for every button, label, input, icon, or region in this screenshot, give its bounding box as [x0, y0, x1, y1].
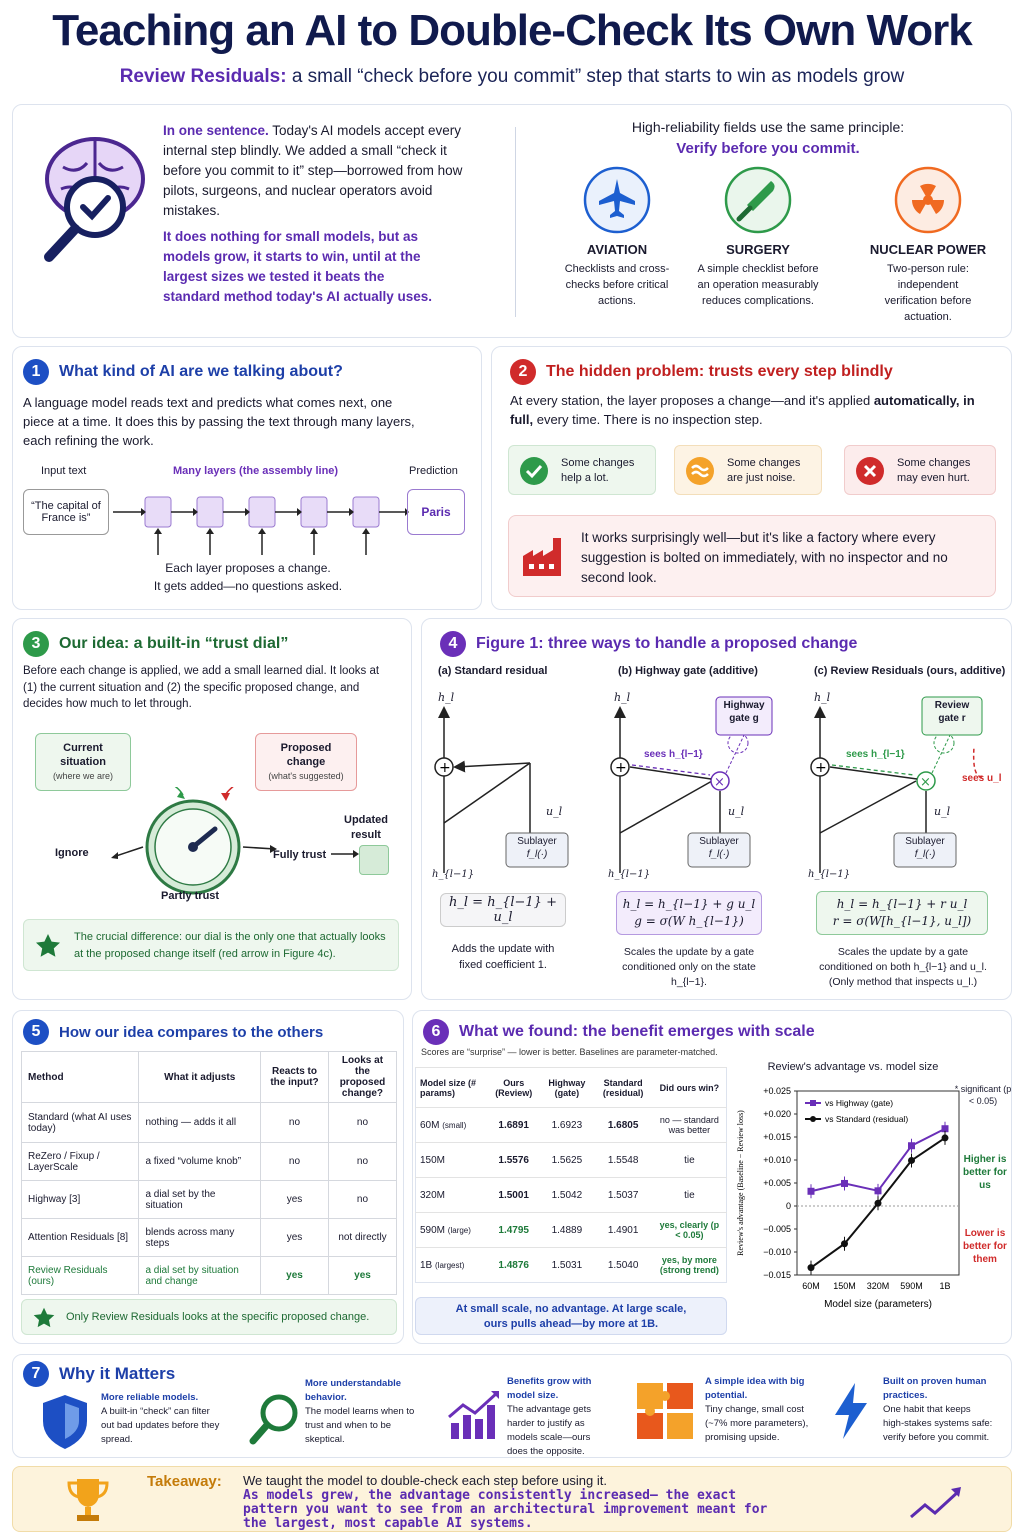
- section-title: The hidden problem: trusts every step blindly: [546, 363, 893, 380]
- section-title: How our idea compares to the others: [59, 1023, 324, 1041]
- field-name: AVIATION: [586, 242, 648, 257]
- puzzle-icon: [633, 1379, 697, 1443]
- y-tick-label: +0.015: [763, 1132, 791, 1142]
- table-row-ours: Review Residuals (ours) a dial set by situation and change yes yes: [22, 1257, 397, 1295]
- change-card-good: [508, 445, 656, 495]
- comparison-table: Method What it adjusts Reacts to the input? Looks at the proposed change? Standard (what AI uses today) nothing — adds it all no no ReZero / Fixup / LayerScale a fixed “volume knob” no no Highway [3] a dial set by the situation yes no Attention Residuals [8] blends across many steps yes not directly Review Residuals (ours) a dial set by situation and change yes yes: [21, 1051, 397, 1295]
- caption-b: Scales the update by a gate conditioned only on the state h_{l−1}.: [622, 946, 756, 988]
- trend-up-icon: [907, 1483, 967, 1523]
- data-point: [908, 1142, 915, 1149]
- star-icon: [34, 932, 62, 960]
- caption-2: It gets added—no questions asked.: [153, 579, 343, 593]
- section-title: What we found: the benefit emerges with scale: [459, 1023, 815, 1040]
- takeaway-label: Takeaway:: [147, 1473, 222, 1490]
- sees-u-label: sees u_l: [962, 773, 1002, 784]
- x-tick-label: 320M: [866, 1281, 890, 1291]
- partly-trust-label: Partly trust: [161, 890, 220, 902]
- factory-callout: [508, 515, 996, 597]
- x-tick-label: 590M: [900, 1281, 923, 1291]
- equation-a: h_l = h_{l−1} + u_l: [440, 893, 566, 927]
- hlm1-label: h_{l−1}: [808, 869, 851, 880]
- table-row: 1B (largest) 1.4876 1.5031 1.5040 yes, by more (strong trend): [416, 1248, 727, 1283]
- table-row: 320M 1.5001 1.5042 1.5037 tie: [416, 1178, 727, 1213]
- y-tick-label: +0.025: [763, 1086, 791, 1096]
- section-number: 5: [23, 1019, 49, 1045]
- proposed-change-box: Proposed change (what's suggested): [255, 733, 357, 791]
- section-5-panel: [12, 1010, 404, 1344]
- higher-better-note: Higher is better for us: [963, 1154, 1007, 1191]
- table-row: 60M (small) 1.6891 1.6923 1.6805 no — standard was better: [416, 1108, 727, 1143]
- field-surgery: [678, 165, 838, 309]
- matter-item: Built on proven human practices. One habit that keeps high-stakes systems safe: verify before you commit.: [883, 1376, 993, 1443]
- intro-emphasis: It does nothing for small models, but as models grow, it starts to win, until at the largest sizes we tested it beats the standard method today's AI actually uses.: [163, 229, 433, 304]
- takeaway-line-1: We taught the model to double-check each step before using it.: [243, 1473, 607, 1488]
- brain-magnifier-icon: [33, 127, 153, 267]
- lower-better-note: Lower is better for them: [963, 1228, 1007, 1265]
- section-number: 1: [23, 359, 49, 385]
- fully-trust-label: Fully trust: [273, 849, 327, 861]
- section-body: At every station, the layer proposes a change—and it's applied automatically, in full, every time. There is no inspection step.: [510, 393, 975, 427]
- sublayer-box: Sublayer f_l(·): [517, 836, 557, 860]
- table-row: Standard (what AI uses today) nothing — adds it all no no: [22, 1103, 397, 1143]
- field-desc: Two-person rule: independent verification before actuation.: [884, 263, 972, 323]
- section-title: What kind of AI are we talking about?: [59, 363, 343, 380]
- legend-label: vs Standard (residual): [825, 1114, 909, 1124]
- data-point: [808, 1188, 815, 1195]
- factory-icon: [521, 534, 567, 578]
- hl-label: h_l: [438, 691, 455, 704]
- table-row: 150M 1.5576 1.5625 1.5548 tie: [416, 1143, 727, 1178]
- sublayer-box: Sublayer f_l(·): [699, 836, 739, 860]
- legend-label: vs Highway (gate): [825, 1098, 894, 1108]
- layer-arrows: [109, 527, 409, 557]
- section-4-panel: [421, 618, 1012, 1000]
- page-subtitle: [0, 66, 1024, 88]
- legend-marker: [810, 1116, 816, 1122]
- equation-b: h_l = h_{l−1} + g u_l g = σ(W h_{l−1}): [616, 891, 762, 935]
- table-row: ReZero / Fixup / LayerScale a fixed “volume knob” no no: [22, 1143, 397, 1181]
- input-text-box: “The capital of France is”: [23, 489, 109, 535]
- svg-text:×: ×: [714, 775, 725, 790]
- section-7-panel: [12, 1354, 1012, 1458]
- scores-note: Scores are “surprise” — lower is better. Baselines are parameter-matched.: [421, 1047, 718, 1057]
- hlm1-label: h_{l−1}: [608, 869, 651, 880]
- card-text: Some changes help a lot.: [561, 457, 635, 484]
- panel-a-label: (a) Standard residual: [438, 665, 548, 677]
- results-table: Model size (# params) Ours (Review) Highway (gate) Standard (residual) Did ours win? 60M (small) 1.6891 1.6923 1.6805 no — standard was better 150M 1.5576 1.5625 1.5548 tie 320M 1.5001 1.5042 1.5037 tie 590M (large) 1.4795 1.4889 1.4901 yes, clearly (p < 0.05) 1B (largest) 1.4876 1.5031 1.5040 yes, by more (strong trend): [415, 1067, 727, 1283]
- y-tick-label: −0.015: [763, 1270, 791, 1280]
- panel-b-label: (b) Highway gate (additive): [618, 665, 758, 677]
- star-icon: [32, 1306, 56, 1330]
- current-situation-box: Current situation (where we are): [35, 733, 131, 791]
- data-point: [841, 1240, 848, 1247]
- data-point: [808, 1264, 815, 1271]
- table-row: Highway [3] a dial set by the situation yes no: [22, 1181, 397, 1219]
- field-desc: A simple checklist before an operation measurably reduces complications.: [697, 263, 819, 307]
- trophy-icon: [63, 1475, 113, 1525]
- section-body: Before each change is applied, we add a small learned dial. It looks at (1) the current situation and (2) the specific proposed change, and decides how much to let through.: [23, 665, 380, 710]
- prediction-label: Prediction: [409, 465, 458, 477]
- takeaway-line-2: As models grew, the advantage consistently increased— the exact pattern you want to see from an architectural improvement meant for the largest, most capable AI systems.: [243, 1488, 768, 1531]
- subtitle-rest: a small “check before you commit” step that starts to win as models grow: [291, 66, 905, 87]
- subtitle-lead: Review Residuals:: [119, 66, 287, 87]
- section-2-panel: [491, 346, 1012, 610]
- page-title: Teaching an AI to Double-Check Its Own Work: [52, 6, 972, 55]
- intro-body: Today's AI models accept every internal step blindly. We added a small “check it before you commit to it” step—borrowed from how pilots, surgeons, and nuclear operators avoid mistakes.: [163, 123, 463, 218]
- change-card-bad: [844, 445, 996, 495]
- field-nuclear: [843, 165, 1013, 325]
- wave-icon: [685, 456, 715, 486]
- sublayer-box: Sublayer f_l(·): [905, 836, 945, 860]
- svg-text:+: +: [815, 760, 827, 776]
- significance-note: * significant (p < 0.05): [954, 1084, 1012, 1106]
- caption-c: Scales the update by a gate conditioned on both h_{l−1} and u_l. (Only method that inspects u_l.): [819, 946, 987, 988]
- svg-text:×: ×: [920, 775, 931, 790]
- comparison-note: Only Review Residuals looks at the specific proposed change.: [21, 1299, 397, 1335]
- takeaway-banner: [12, 1466, 1012, 1532]
- lightning-icon: [831, 1381, 871, 1441]
- section-body: A language model reads text and predicts what comes next, one piece at a time. It does this by passing the text through many layers, each refining the work.: [23, 395, 415, 448]
- field-name: SURGERY: [726, 242, 790, 257]
- fields-heading: High-reliability fields use the same principle:: [631, 119, 905, 135]
- section-number: 6: [423, 1019, 449, 1045]
- fields-motto: Verify before you commit.: [676, 140, 860, 157]
- matter-item: More understandable behavior. The model learns when to trust and when to be skeptical.: [305, 1378, 415, 1445]
- y-tick-label: +0.010: [763, 1155, 791, 1165]
- data-point: [841, 1180, 848, 1187]
- intro-lead: In one sentence.: [163, 123, 269, 138]
- y-tick-label: −0.010: [763, 1247, 791, 1257]
- prediction-box: Paris: [407, 489, 465, 535]
- crucial-note: The crucial difference: our dial is the only one that actually looks at the proposed change itself (red arrow in Figure 4c).: [23, 919, 399, 971]
- shield-icon: [39, 1393, 91, 1451]
- field-name: NUCLEAR POWER: [869, 242, 987, 257]
- updated-result-box: [359, 845, 389, 875]
- section-number: 2: [510, 359, 536, 385]
- intro-text: [163, 121, 473, 221]
- matter-item: Benefits grow with model size. The advantage gets harder to justify as models scale—ours does the opposite.: [507, 1376, 592, 1457]
- chart-title: Review's advantage vs. model size: [767, 1061, 939, 1073]
- section-3-panel: [12, 618, 412, 1000]
- section-number: 7: [23, 1361, 49, 1387]
- y-tick-label: +0.005: [763, 1178, 791, 1188]
- section-title: Our idea: a built-in “trust dial”: [59, 635, 289, 652]
- section-number: 3: [23, 631, 49, 657]
- field-aviation: [537, 165, 697, 309]
- input-label: Input text: [41, 465, 87, 477]
- advantage-chart: [731, 1073, 1013, 1345]
- trust-dial: [103, 787, 343, 897]
- svg-text:+: +: [439, 760, 451, 776]
- data-point: [942, 1134, 949, 1141]
- hl-label: h_l: [614, 691, 631, 704]
- section-title: Why it Matters: [59, 1364, 176, 1383]
- caption-1: Each layer proposes a change.: [165, 561, 331, 575]
- x-tick-label: 60M: [802, 1281, 820, 1291]
- growth-chart-icon: [445, 1383, 505, 1443]
- y-axis-label: Review's advantage (Baseline − Review loss): [736, 1110, 745, 1256]
- svg-text:+: +: [615, 760, 627, 776]
- x-axis-label: Model size (parameters): [824, 1299, 932, 1310]
- hl-label: h_l: [814, 691, 831, 704]
- updated-result-label: Updated result: [344, 814, 388, 841]
- sees-h-label: sees h_{l−1}: [644, 749, 703, 760]
- divider: [515, 127, 516, 317]
- review-gate-label: Review gate r: [934, 700, 970, 724]
- matter-item: A simple idea with big potential. Tiny change, small cost (~7% more parameters), promising upside.: [705, 1376, 809, 1443]
- check-icon: [519, 456, 549, 486]
- results-summary: At small scale, no advantage. At large scale, ours pulls ahead—by more at 1B.: [415, 1297, 727, 1335]
- matter-item: More reliable models. A built-in “check” can filter out bad updates before they spread.: [101, 1392, 220, 1445]
- scalpel-icon: [723, 165, 793, 235]
- y-tick-label: −0.005: [763, 1224, 791, 1234]
- ul-label: u_l: [934, 805, 951, 818]
- card-text: Some changes may even hurt.: [897, 457, 971, 484]
- updated-arrow: [331, 847, 361, 861]
- series-line: [811, 1129, 945, 1192]
- ignore-label: Ignore: [55, 847, 89, 859]
- x-tick-label: 1B: [939, 1281, 951, 1291]
- y-tick-label: 0: [785, 1201, 791, 1211]
- table-row: 590M (large) 1.4795 1.4889 1.4901 yes, clearly (p < 0.05): [416, 1213, 727, 1248]
- field-desc: Checklists and cross-checks before critical actions.: [564, 263, 670, 307]
- card-text: Some changes are just noise.: [727, 457, 801, 484]
- airplane-icon: [582, 165, 652, 235]
- section-title: Figure 1: three ways to handle a proposed change: [476, 635, 858, 652]
- magnifier-icon: [247, 1391, 303, 1447]
- hlm1-label: h_{l−1}: [432, 869, 475, 880]
- section-number: 4: [440, 631, 466, 657]
- section-1-panel: [12, 346, 482, 610]
- layers-label: Many layers (the assembly line): [173, 465, 339, 477]
- equation-c: h_l = h_{l−1} + r u_l r = σ(W[h_{l−1}, u_l]): [816, 891, 988, 935]
- legend-marker: [810, 1100, 816, 1106]
- radiation-icon: [893, 165, 963, 235]
- ul-label: u_l: [546, 805, 563, 818]
- y-tick-label: +0.020: [763, 1109, 791, 1119]
- x-icon: [855, 456, 885, 486]
- change-card-noise: [674, 445, 822, 495]
- ul-label: u_l: [728, 805, 745, 818]
- sees-h-label: sees h_{l−1}: [846, 749, 905, 760]
- section-6-panel: [412, 1010, 1012, 1344]
- highway-gate-label: Highway gate g: [723, 700, 765, 724]
- data-point: [875, 1187, 882, 1194]
- x-tick-label: 150M: [833, 1281, 856, 1291]
- caption-a: Adds the update with fixed coefficient 1.: [451, 943, 555, 971]
- table-row: Attention Residuals [8] blends across many steps yes not directly: [22, 1219, 397, 1257]
- data-point: [908, 1157, 915, 1164]
- intro-panel: [12, 104, 1012, 338]
- factory-text: It works surprisingly well—but it's like a factory where every suggestion is bolted on immediately, with no inspector and no second look.: [581, 530, 948, 585]
- data-point: [875, 1200, 882, 1207]
- panel-c-label: (c) Review Residuals (ours, additive): [814, 665, 1006, 677]
